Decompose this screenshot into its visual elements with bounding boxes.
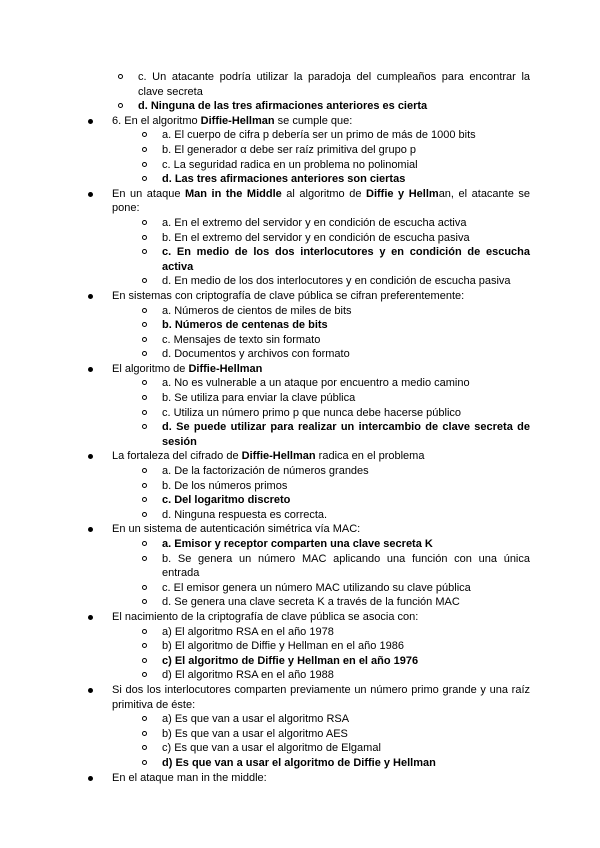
answer-option-correct <box>112 420 530 449</box>
question-text <box>112 771 530 786</box>
option-list <box>112 464 530 522</box>
answer-option-correct <box>112 318 530 333</box>
answer-option <box>112 391 530 406</box>
question-text-part: Si dos los interlocutores comparten previamente un número primo grande y una raíz primitiva de éste: <box>112 683 530 711</box>
answer-option <box>112 741 530 756</box>
option-list <box>112 625 530 683</box>
option-text: d. Se genera una clave secreta K a través de la función MAC <box>162 596 460 609</box>
option-text: b. Se genera un número MAC aplicando una función con una única entrada <box>162 552 530 580</box>
option-text: d. Documentos y archivos con formato <box>162 348 350 361</box>
option-text: a. El cuerpo de cifra p debería ser un primo de más de 1000 bits <box>162 129 476 142</box>
option-text: d. Ninguna de las tres afirmaciones anteriores es cierta <box>138 100 428 113</box>
answer-option <box>112 143 530 158</box>
answer-option <box>112 581 530 596</box>
hollow-bullet-icon <box>142 585 147 590</box>
option-text: d) Es que van a usar el algoritmo de Diffie y Hellman <box>162 756 436 769</box>
hollow-bullet-icon <box>142 483 147 488</box>
answer-option <box>112 304 530 319</box>
hollow-bullet-icon <box>142 629 147 634</box>
hollow-bullet-icon <box>142 410 147 415</box>
question-text-part: En un sistema de autenticación simétrica vía MAC: <box>112 523 361 536</box>
answer-option <box>112 595 530 610</box>
question-text-part: La fortaleza del cifrado de <box>112 450 242 463</box>
hollow-bullet-icon <box>142 322 147 327</box>
answer-option-correct <box>112 654 530 669</box>
question-item <box>88 449 530 522</box>
filled-bullet-icon <box>88 688 93 693</box>
answer-option <box>112 216 530 231</box>
option-text: c. Mensajes de texto sin formato <box>162 333 321 346</box>
answer-option <box>88 70 530 99</box>
option-text: a. Emisor y receptor comparten una clave secreta K <box>162 538 433 550</box>
hollow-bullet-icon <box>142 731 147 736</box>
question-text-part: radica en el problema <box>315 450 425 463</box>
hollow-bullet-icon <box>142 643 147 648</box>
question-text-part: En un ataque <box>112 187 185 200</box>
question-text-part: al algoritmo de <box>281 187 366 200</box>
question-item <box>88 771 530 786</box>
question-list <box>88 114 530 785</box>
question-item <box>88 610 530 683</box>
option-text: c. La seguridad radica en un problema no polinomial <box>162 158 418 171</box>
filled-bullet-icon <box>88 192 93 197</box>
page-content <box>88 70 530 785</box>
hollow-bullet-icon <box>142 176 147 181</box>
option-text: a. No es vulnerable a un ataque por encuentro a medio camino <box>162 377 470 390</box>
question-item <box>88 187 530 289</box>
answer-option <box>112 625 530 640</box>
hollow-bullet-icon <box>142 337 147 342</box>
option-text: c. El emisor genera un número MAC utilizando su clave pública <box>162 581 471 594</box>
question-item <box>88 683 530 771</box>
option-text: b. En el extremo del servidor y en condición de escucha pasiva <box>162 231 470 244</box>
option-text: a. De la factorización de números grandes <box>162 465 369 478</box>
question-text <box>112 449 530 464</box>
answer-option <box>112 712 530 727</box>
question-text <box>112 114 530 129</box>
option-text: b. El generador α debe ser raíz primitiva del grupo p <box>162 143 416 156</box>
option-text: c. En medio de los dos interlocutores y en condición de escucha activa <box>162 246 530 273</box>
hollow-bullet-icon <box>142 351 147 356</box>
hollow-bullet-icon <box>142 147 147 152</box>
option-text: b. Se utiliza para enviar la clave pública <box>162 392 356 405</box>
hollow-bullet-icon <box>142 249 147 254</box>
question-item <box>88 362 530 450</box>
option-text: d. Las tres afirmaciones anteriores son ciertas <box>162 173 406 186</box>
question-text-part: El nacimiento de la criptografía de clave pública se asocia con: <box>112 610 419 623</box>
answer-option <box>112 639 530 654</box>
answer-option-correct <box>112 245 530 274</box>
option-list <box>112 216 530 289</box>
hollow-bullet-icon <box>142 468 147 473</box>
question-text-part: 6. En el algoritmo <box>112 114 201 127</box>
option-text: d. En medio de los dos interlocutores y en condición de escucha pasiva <box>162 275 511 288</box>
filled-bullet-icon <box>88 454 93 459</box>
question-text-bold: Diffie-Hellman <box>188 362 263 375</box>
answer-option <box>112 231 530 246</box>
filled-bullet-icon <box>88 615 93 620</box>
hollow-bullet-icon <box>142 497 147 502</box>
question-text <box>112 522 530 537</box>
option-text: a) Es que van a usar el algoritmo RSA <box>162 713 350 726</box>
continuation-options <box>88 70 530 114</box>
answer-option <box>112 406 530 421</box>
question-text-part: En el ataque man in the middle: <box>112 771 267 784</box>
question-text <box>112 187 530 216</box>
hollow-bullet-icon <box>142 716 147 721</box>
answer-option-correct <box>112 537 530 552</box>
option-text: b) Es que van a usar el algoritmo AES <box>162 727 348 740</box>
filled-bullet-icon <box>88 367 93 372</box>
filled-bullet-icon <box>88 294 93 299</box>
hollow-bullet-icon <box>142 380 147 385</box>
option-text: d. Ninguna respuesta es correcta. <box>162 508 328 521</box>
option-list <box>112 304 530 362</box>
filled-bullet-icon <box>88 119 93 124</box>
answer-option-correct <box>112 493 530 508</box>
hollow-bullet-icon <box>142 512 147 517</box>
filled-bullet-icon <box>88 776 93 781</box>
option-list <box>112 712 530 770</box>
option-text: b) El algoritmo de Diffie y Hellman en el año 1986 <box>162 640 404 653</box>
answer-option <box>112 333 530 348</box>
answer-option <box>112 508 530 523</box>
answer-option <box>112 347 530 362</box>
question-item <box>88 114 530 187</box>
option-text: c) Es que van a usar el algoritmo de Elgamal <box>162 742 381 755</box>
option-list <box>112 537 530 610</box>
answer-option <box>112 274 530 289</box>
question-text-bold: Man in the Middle <box>184 187 282 200</box>
filled-bullet-icon <box>88 527 93 532</box>
question-text-bold: Diffie y Hellm <box>366 187 439 200</box>
question-text-bold: Diffie-Hellman <box>200 114 275 127</box>
option-text: a. Números de cientos de miles de bits <box>162 304 352 317</box>
option-text: a. En el extremo del servidor y en condición de escucha activa <box>162 216 467 229</box>
hollow-bullet-icon <box>142 424 147 429</box>
hollow-bullet-icon <box>142 235 147 240</box>
hollow-bullet-icon <box>142 278 147 283</box>
answer-option-correct <box>88 99 530 114</box>
hollow-bullet-icon <box>142 162 147 167</box>
hollow-bullet-icon <box>118 74 123 79</box>
option-text: d) El algoritmo RSA en el año 1988 <box>162 669 334 682</box>
option-text: b. Números de centenas de bits <box>162 319 328 332</box>
question-text-part: En sistemas con criptografía de clave pública se cifran preferentemente: <box>112 289 465 302</box>
hollow-bullet-icon <box>118 103 123 108</box>
answer-option <box>112 464 530 479</box>
answer-option <box>112 668 530 683</box>
question-text <box>112 610 530 625</box>
hollow-bullet-icon <box>142 132 147 137</box>
question-text-bold: Diffie-Hellman <box>241 450 316 463</box>
option-list <box>112 128 530 186</box>
answer-option <box>112 552 530 581</box>
hollow-bullet-icon <box>142 599 147 604</box>
answer-option-correct <box>112 172 530 187</box>
hollow-bullet-icon <box>142 745 147 750</box>
option-text: c) El algoritmo de Diffie y Hellman en el año 1976 <box>162 654 419 667</box>
question-text <box>112 683 530 712</box>
option-text: b. De los números primos <box>162 479 288 492</box>
answer-option-correct <box>112 756 530 771</box>
answer-option <box>112 128 530 143</box>
hollow-bullet-icon <box>142 220 147 225</box>
hollow-bullet-icon <box>142 395 147 400</box>
question-text-part: an, el atacante se pone: <box>112 187 531 215</box>
option-text: c. Utiliza un número primo p que nunca debe hacerse público <box>162 406 462 419</box>
question-text <box>112 289 530 304</box>
option-text: d. Se puede utilizar para realizar un intercambio de clave secreta de sesión <box>162 421 530 448</box>
hollow-bullet-icon <box>142 556 147 561</box>
answer-option <box>112 158 530 173</box>
hollow-bullet-icon <box>142 541 147 546</box>
hollow-bullet-icon <box>142 308 147 313</box>
option-text: a) El algoritmo RSA en el año 1978 <box>162 625 334 638</box>
answer-option <box>112 376 530 391</box>
question-text-part: El algoritmo de <box>112 362 189 375</box>
question-item <box>88 289 530 362</box>
hollow-bullet-icon <box>142 672 147 677</box>
question-text-part: se cumple que: <box>274 114 353 127</box>
hollow-bullet-icon <box>142 760 147 765</box>
hollow-bullet-icon <box>142 658 147 663</box>
question-text <box>112 362 530 377</box>
question-item <box>88 522 530 610</box>
option-text: c. Un atacante podría utilizar la paradoja del cumpleaños para encontrar la clave secreta <box>138 71 530 98</box>
answer-option <box>112 727 530 742</box>
answer-option <box>112 479 530 494</box>
option-text: c. Del logaritmo discreto <box>162 494 291 507</box>
option-list <box>112 376 530 449</box>
